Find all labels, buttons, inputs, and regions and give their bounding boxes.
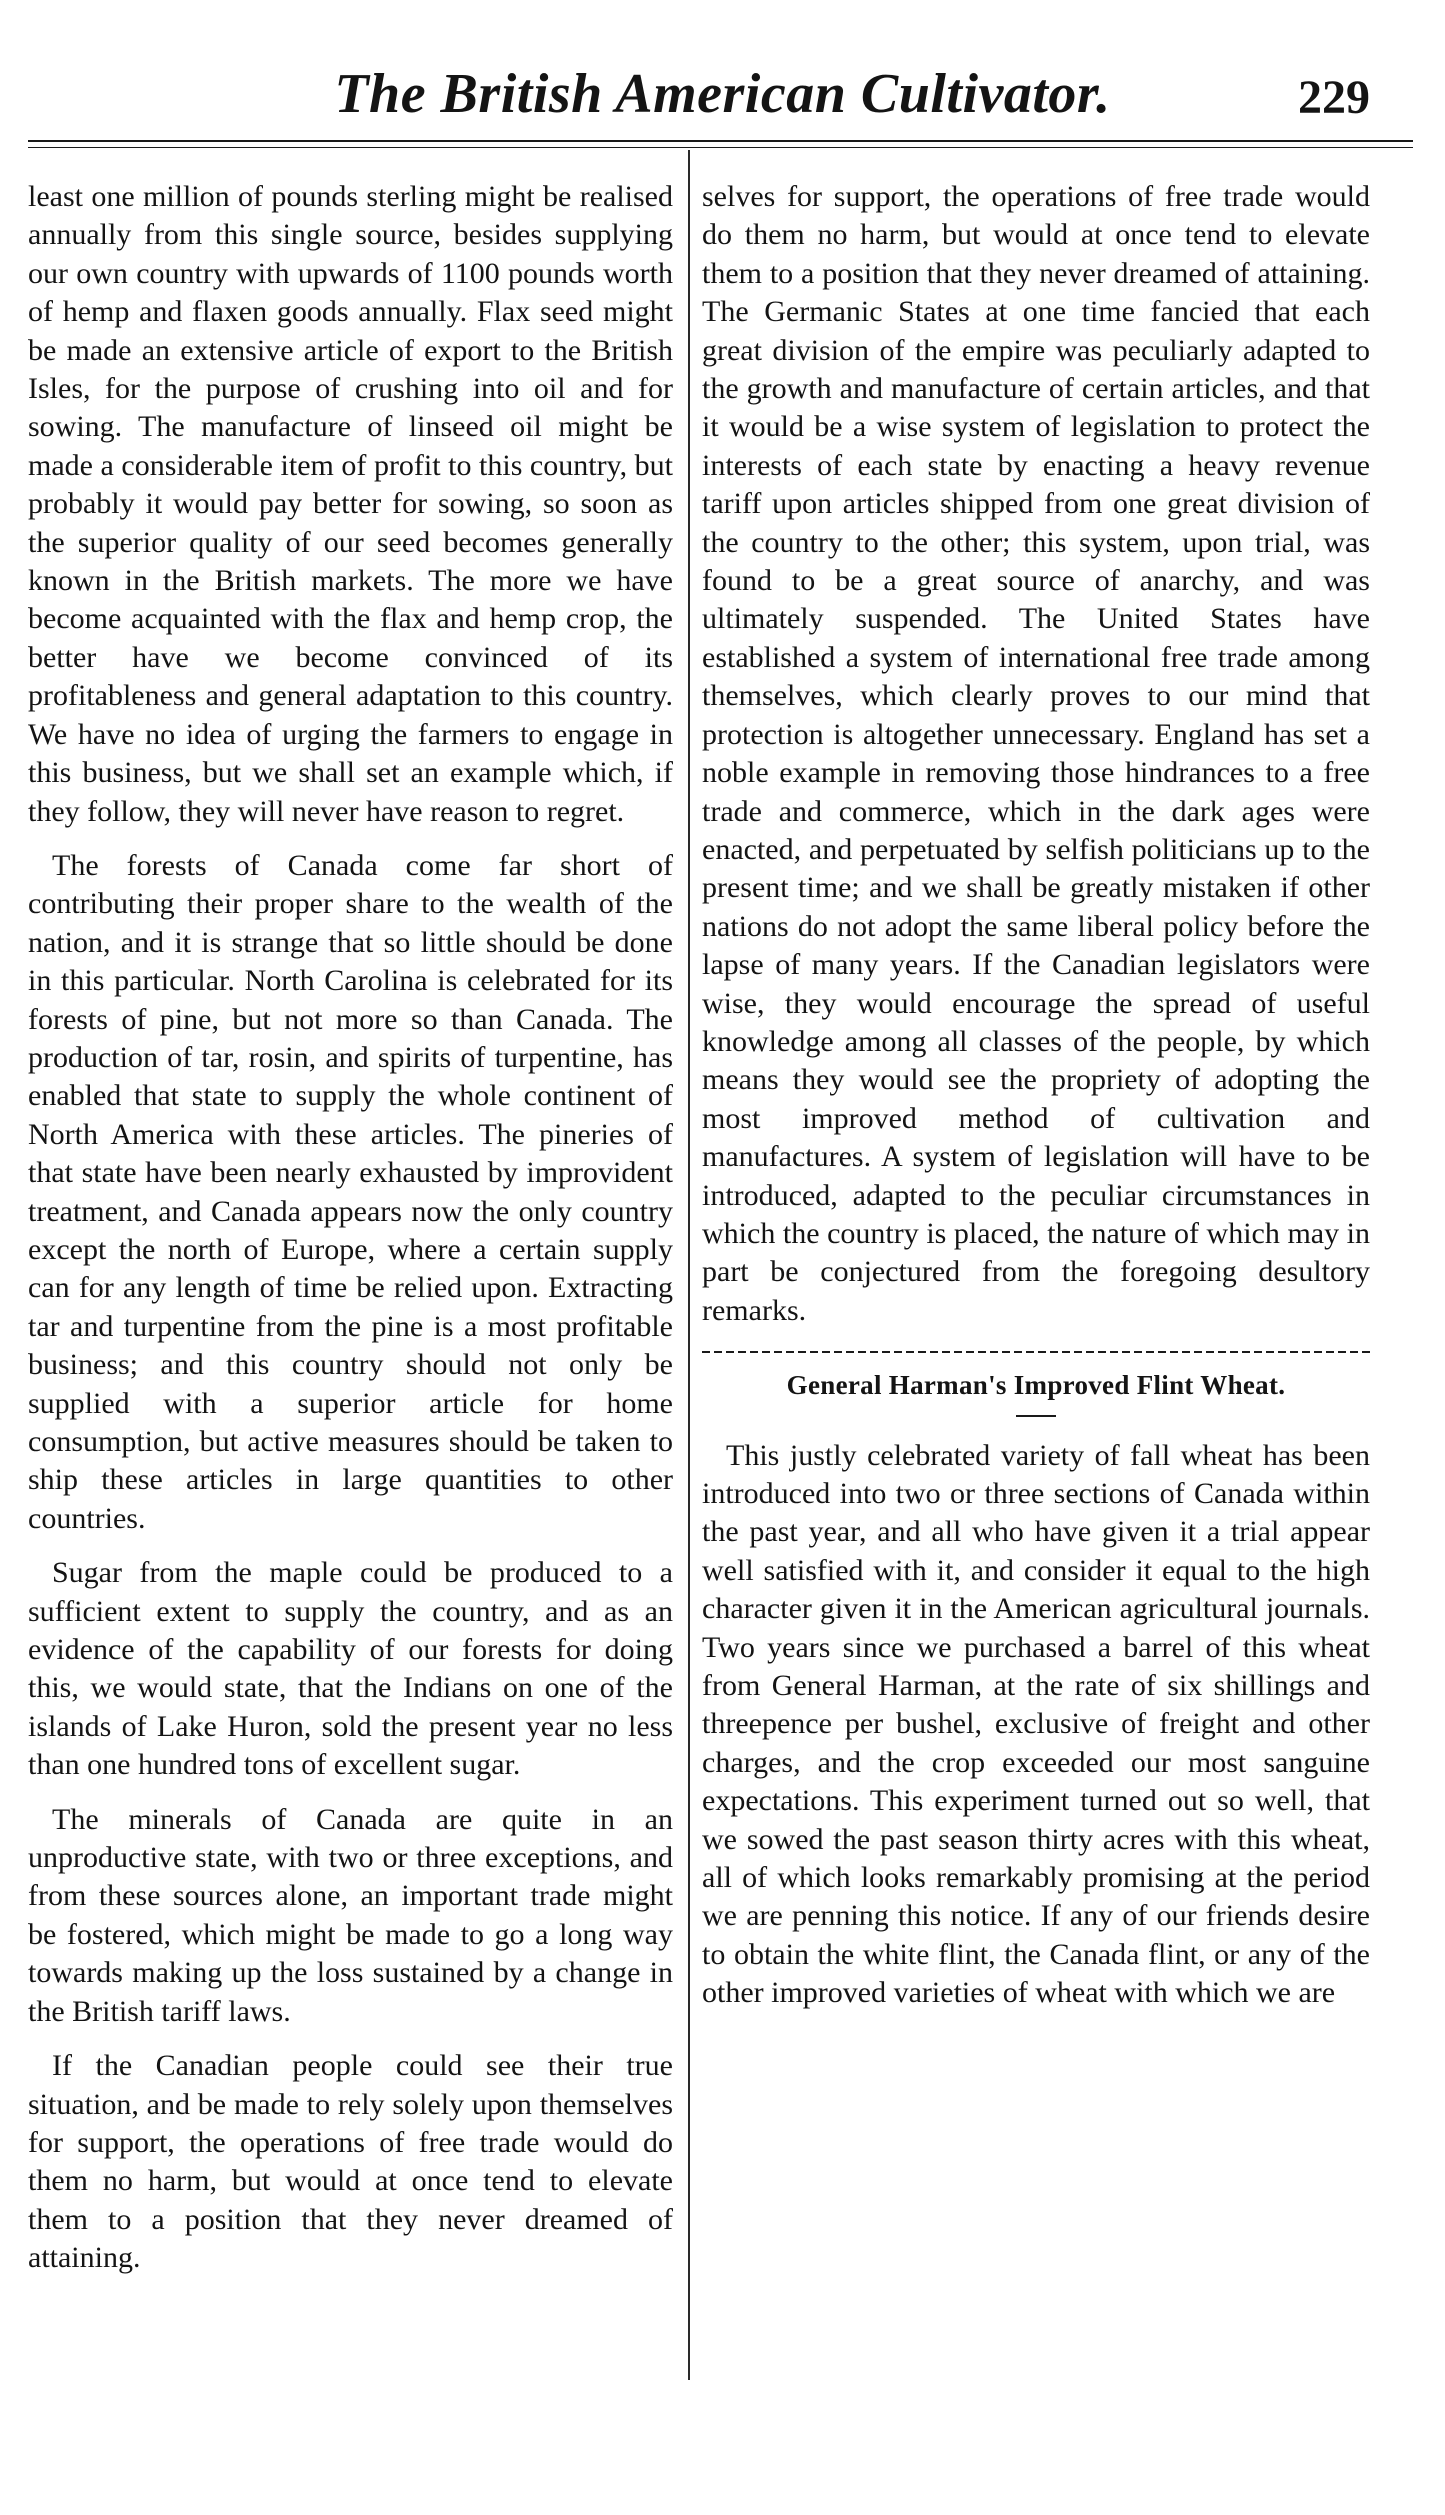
paragraph: selves for support, the operations of free trade would do them no harm, but would at once tend to elevate them to a position that they never dreamed of attaining. The Germanic States at one time fancied that each great division of the empire was peculiarly adapted to the growth and manufacture of certain articles, and that it would be a wise system of legislation to protect the interests of each state by enacting a heavy revenue tariff upon articles shipped from one great division of the country to the other; this system, upon trial, was found to be a great source of anarchy, and was ultimately suspended. The United States have established a system of international free trade among themselves, which clearly proves to our mind that protection is altogether unnecessary. England has set a noble example in removing those hindrances to a free trade and commerce, which in the dark ages were enacted, and perpetuated by selfish politicians up to the present time; and we shall be greatly mistaken if other nations do not adopt the same liberal policy before the lapse of many years. If the Canadian legislators were wise, they would encourage the spread of useful knowledge among all classes of the people, by which means they would see the propriety of adopting the most improved method of cultivation and manufactures. A system of legislation will have to be introduced, adapted to the peculiar circumstances in which the country is placed, the nature of which may in part be conjectured from the foregoing desultory remarks. xyxy=(702,180,1370,1327)
section-heading: General Harman's Improved Flint Wheat. xyxy=(786,1370,1286,1401)
paragraph: The forests of Canada come far short of contributing their proper share to the wealth of the nation, and it is strange that so little should be done in this particular. North Carolina is celebrated for its forests of pine, but not more so than Canada. The production of tar, rosin, and spirits of turpentine, has enabled that state to supply the whole continent of North America with these articles. The pineries of that state have been nearly exhausted by improvident treatment, and Canada appears now the only country except the north of Europe, where a certain supply can for any length of time be relied upon. Extracting tar and turpentine from the pine is a most profitable business; and this country should not only be supplied with a superior article for home consumption, but active measures should be taken to ship these articles in large quantities to other countries. xyxy=(28,848,673,1535)
header-rule-thin xyxy=(28,147,1413,148)
column-divider xyxy=(688,150,690,2380)
paragraph: The minerals of Canada are quite in an unproductive state, with two or three exceptions, and from these sources alone, an important trade might be fostered, which might be made to go a long way towards making up the loss sustained by a change in the British tariff laws. xyxy=(28,1802,673,2028)
paragraph: least one million of pounds sterling might be realised annually from this single source, besides supplying our own country with upwards of 1100 pounds worth of hemp and flaxen goods annually. Flax seed might be made an extensive article of export to the British Isles, for the purpose of crushing into oil and for sowing. The manufacture of linseed oil might be made a considerable item of profit to this country, but probably it would pay better for sowing, so soon as the superior quality of our seed becomes generally known in the British markets. The more we have become acquainted with the flax and hemp crop, the better have we become convinced of its profitableness and general adaptation to this country. We have no idea of urging the farmers to engage in this business, but we shall set an example which, if they follow, they will never have reason to regret. xyxy=(28,180,673,828)
header-rule xyxy=(28,140,1413,142)
right-column xyxy=(702,178,1370,2013)
section-divider xyxy=(702,1348,1370,1358)
left-column xyxy=(28,178,673,2278)
paragraph: This justly celebrated variety of fall wheat has been introduced into two or three sections of Canada within the past year, and all who have given it a trial appear well satisfied with it, and consider it equal to the high character given it in the American agricultural journals. Two years since we purchased a barrel of this wheat from General Harman, at the rate of six shillings and threepence per bushel, exclusive of freight and other charges, and the crop exceeded our most sanguine expectations. This experiment turned out so well, that we sowed the past season thirty acres with this wheat, all of which looks remarkably promising at the period we are penning this notice. If any of our friends desire to obtain the white flint, the Canada flint, or any of the other improved varieties of wheat with which we are xyxy=(702,1438,1370,2010)
page-title: The British American Cultivator. xyxy=(334,63,1111,125)
paragraph: Sugar from the maple could be produced to a sufficient extent to supply the country, and as an evidence of the capability of our forests for doing this, we would state, that the Indians on one of the islands of Lake Huron, sold the present year no less than one hundred tons of excellent sugar. xyxy=(28,1556,673,1782)
paragraph: If the Canadian people could see their true situation, and be made to rely solely upon themselves for support, the operations of free trade would do them no harm, but would at once tend to elevate them to a position that they never dreamed of attaining. xyxy=(28,2049,673,2275)
heading-rule xyxy=(1016,1415,1056,1417)
page-number: 229 xyxy=(1298,71,1370,124)
